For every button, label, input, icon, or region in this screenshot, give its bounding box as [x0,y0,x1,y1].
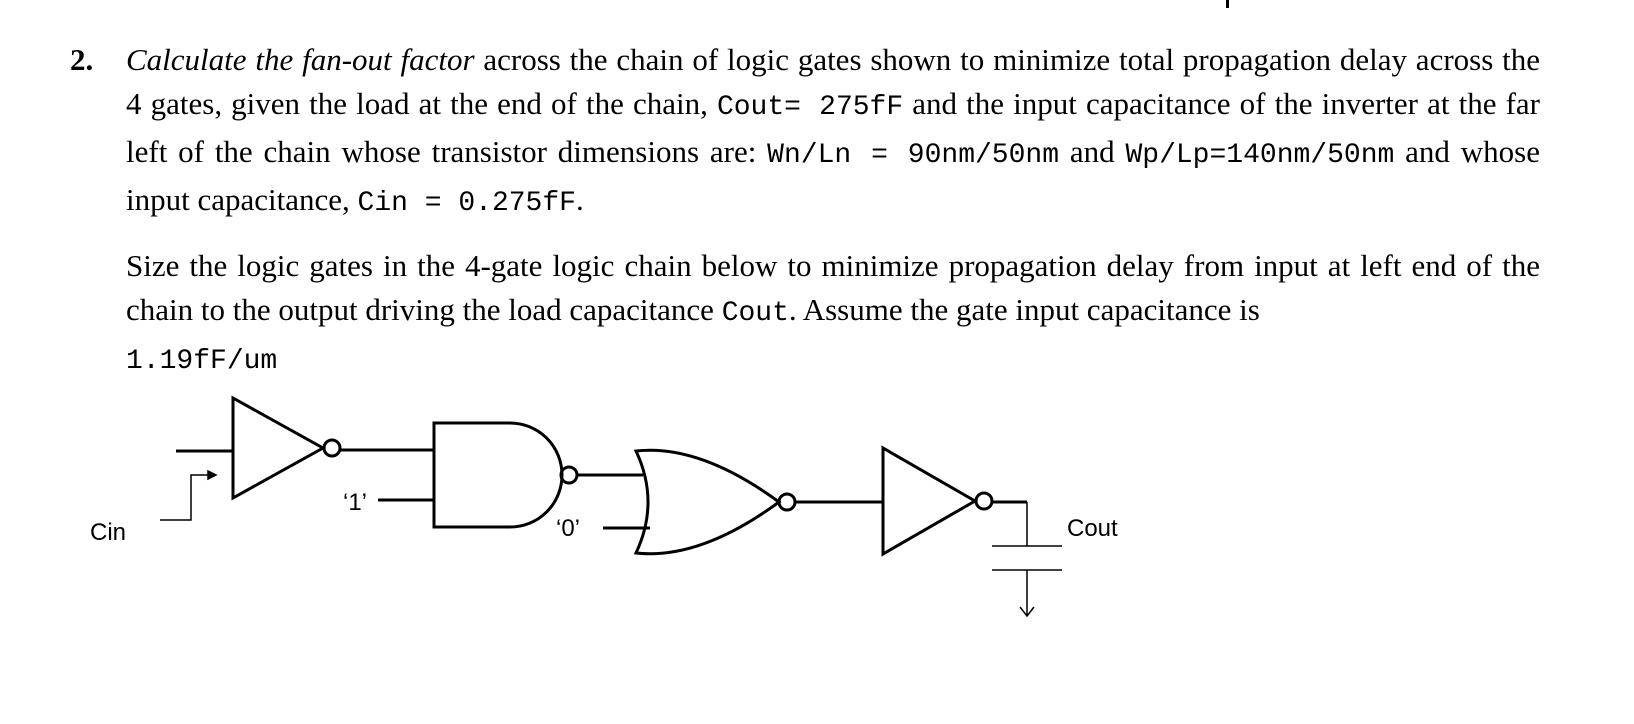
p1-text-5: . [575,182,584,217]
inverter-2-body [883,448,975,554]
step-input-icon [160,475,208,520]
nor-gate-bubble [779,494,795,510]
nand-gate-body [434,423,562,527]
nor-gate-body [636,450,779,554]
task-emphasis: Calculate the fan-out factor [126,42,475,77]
nmos-dimensions: Wn/Ln = 90nm/50nm [767,140,1060,171]
p2-text-2: . Assume the gate input capacitance is [788,292,1260,327]
label-cout: Cout [1067,515,1118,542]
label-logic-zero: ‘0’ [556,515,581,542]
pmos-dimensions: Wp/Lp=140nm/50nm [1125,140,1395,171]
cout-value: Cout= 275fF [716,92,904,123]
cin-value: Cin = 0.275fF [357,188,576,219]
p1-text-2: and the input capacitance of the inverter at the far left of the chain whose transistor dimensions are: [126,86,1540,169]
label-logic-one: ‘1’ [343,489,368,516]
problem-number: 2. [70,42,94,77]
inverter-1-bubble [324,440,340,456]
label-cin: Cin [90,519,127,546]
ground-arrow-icon [1020,607,1034,616]
step-arrowhead [208,471,216,479]
problem-2 [70,38,1540,384]
p1-text-1: across the chain of logic gates shown to minimize total propagation delay across the 4 gates, given the load at the end of the chain, [126,42,1540,121]
p1-text-4: and whose input capacitance, [126,134,1540,217]
inverter-2-bubble [976,493,992,509]
inverter-1-body [233,398,323,498]
p1-text-3: and [1059,134,1126,169]
cout-symbol: Cout [721,298,789,329]
gate-cap-value: 1.19fF/um [126,346,278,377]
problem-paragraph-1 [126,38,1540,226]
page-edge-mark [1226,0,1229,8]
problem-paragraph-2 [126,244,1540,384]
p2-text-1: Size the logic gates in the 4-gate logic chain below to minimize propagation delay from input at left end of the chain to the output driving the load capacitance [126,248,1540,327]
nand-gate-bubble [561,467,577,483]
